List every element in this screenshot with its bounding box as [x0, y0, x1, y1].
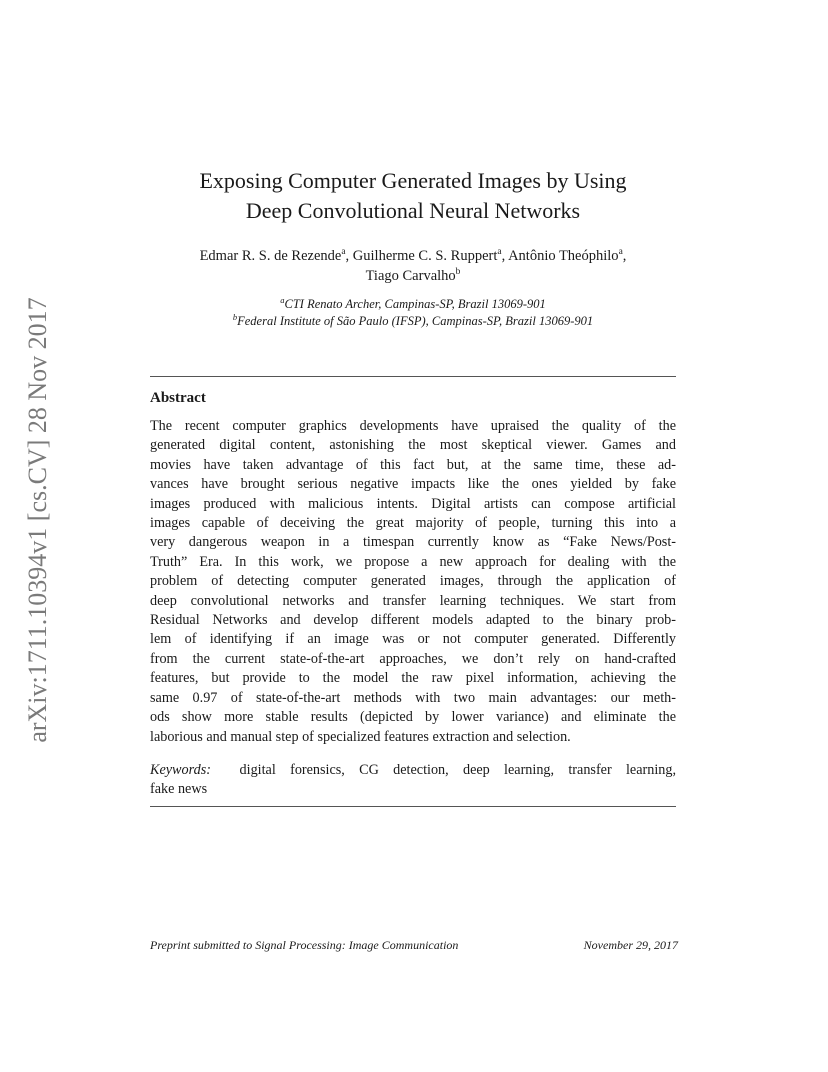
abstract-line: same 0.97 of state-of-the-art methods with two main advantages: our meth- [150, 689, 676, 706]
title-line-2: Deep Convolutional Neural Networks [245, 198, 581, 223]
keywords-line-2: fake news [150, 781, 208, 798]
abstract-line: Truth” Era. In this work, we propose a new approach for dealing with the [150, 553, 676, 570]
page-footer [150, 938, 678, 953]
abstract-line: from the current state-of-the-art approaches, we don’t rely on hand-crafted [150, 650, 676, 667]
author-separator: , [501, 248, 509, 264]
abstract-line: problem of detecting computer generated images, through the application of [150, 573, 676, 590]
abstract-heading: Abstract [150, 390, 206, 406]
author-name: Edmar R. S. de Rezende [199, 248, 342, 264]
abstract-line: laborious and manual step of specialized features extraction and selection. [150, 728, 571, 745]
footer-preprint-note: Preprint submitted to Signal Processing: Image Communication [150, 938, 459, 952]
keywords-block [150, 761, 676, 800]
affiliation-b [150, 313, 676, 330]
author-name: Guilherme C. S. Ruppert [352, 248, 498, 264]
abstract-line: Residual Networks and develop different models adapted to the binary prob- [150, 612, 676, 629]
abstract-line: features, but provide to the model the raw pixel information, achieving the [150, 670, 676, 687]
abstract-line: very dangerous weapon in a timespan currently know as “Fake News/Post- [150, 534, 676, 551]
affiliation-text: Federal Institute of São Paulo (IFSP), Campinas-SP, Brazil 13069-901 [237, 314, 594, 328]
affiliation-mark: b [232, 311, 238, 322]
arxiv-identifier: arXiv:1711.10394v1 [cs.CV] 28 Nov 2017 [23, 297, 52, 743]
abstract-line: The recent computer graphics developments have upraised the quality of the [150, 418, 676, 434]
abstract-body [150, 417, 676, 747]
abstract-line: ods show more stable results (depicted by lower variance) and eliminate the [150, 709, 676, 726]
abstract-line: images produced with malicious intents. Digital artists can compose artificial [150, 495, 676, 512]
affiliation-list [150, 296, 676, 330]
abstract-line: movies have taken advantage of this fact but, at the same time, these ad- [150, 456, 676, 473]
abstract-top-rule [150, 376, 676, 377]
author-name: Tiago Carvalho [365, 268, 456, 284]
abstract-line: images capable of deceiving the great majority of people, turning this into a [150, 515, 676, 532]
abstract-line: generated digital content, astonishing the most skeptical viewer. Games and [150, 437, 676, 454]
affiliation-a [150, 296, 676, 313]
title-line-1: Exposing Computer Generated Images by Using [199, 168, 627, 193]
affiliation-mark: a [280, 294, 285, 305]
keywords-label: Keywords: [150, 762, 211, 778]
footer-date: November 29, 2017 [583, 938, 678, 952]
author-affil-mark: a [497, 247, 502, 258]
affiliation-text: CTI Renato Archer, Campinas-SP, Brazil 13069-901 [284, 297, 546, 311]
keywords-line-1 [150, 761, 676, 780]
author-affil-mark: a [341, 247, 346, 258]
author-separator: , [622, 248, 627, 264]
author-affil-mark: a [618, 247, 623, 258]
keywords-text: digital forensics, CG detection, deep learning, transfer learning, [239, 762, 677, 778]
author-line-1 [150, 246, 676, 266]
author-affil-mark: b [455, 267, 461, 278]
author-separator: , [345, 248, 353, 264]
paper-title [150, 166, 676, 226]
abstract-line: deep convolutional networks and transfer learning techniques. We start from [150, 592, 676, 609]
abstract-line: lem of identifying if an image was or not computer generated. Differently [150, 631, 676, 648]
author-name: Antônio Theóphilo [508, 248, 619, 264]
author-line-2 [150, 266, 676, 286]
abstract-line: vances have brought serious negative impacts like the ones yielded by fake [150, 476, 676, 493]
author-list [150, 246, 676, 286]
abstract-bottom-rule [150, 806, 676, 807]
